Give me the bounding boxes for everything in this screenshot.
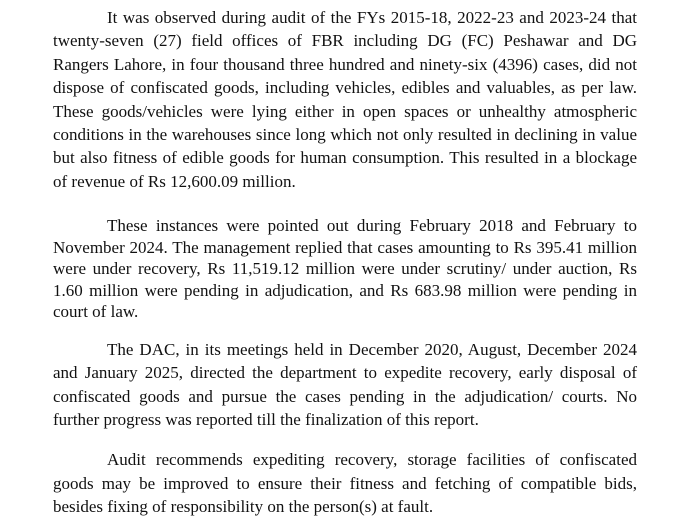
paragraph-audit-observation: It was observed during audit of the FYs 2015-18, 2022-23 and 2023-24 that twenty-seven (27) field offices of FBR including DG (FC) Peshawar and DG Rangers Lahore, in four thousand three hundred and ninety-six (4396) cases, did not dispose of confiscated goods, including vehicles, edibles and valuables, as per law. These goods/vehicles were lying either in open spaces or unhealthy atmospheric conditions in the warehouses since long which not only resulted in declining in value but also fitness of edible goods for human consumption. This resulted in a blockage of revenue of Rs 12,600.09 million.: [53, 8, 637, 191]
paragraph-management-reply: These instances were pointed out during February 2018 and February to November 2024. The management replied that cases amounting to Rs 395.41 million were under recovery, Rs 11,519.12 million were under scrutiny/ under auction, Rs 1.60 million were pending in adjudication, and Rs 683.98 million were pending in court of law.: [53, 216, 637, 322]
paragraph-dac-directive: The DAC, in its meetings held in December 2020, August, December 2024 and January 2025, directed the department to expedite recovery, early disposal of confiscated goods and pursue the cases pending in the adjudication/ courts. No further progress was reported till the finalization of this report.: [53, 339, 637, 429]
paragraph-audit-recommendation: Audit recommends expediting recovery, storage facilities of confiscated goods may be improved to ensure their fitness and fetching of compatible bids, besides fixing of responsibility on the person(s) at fault.: [53, 450, 637, 517]
document-page: [53, 6, 637, 519]
